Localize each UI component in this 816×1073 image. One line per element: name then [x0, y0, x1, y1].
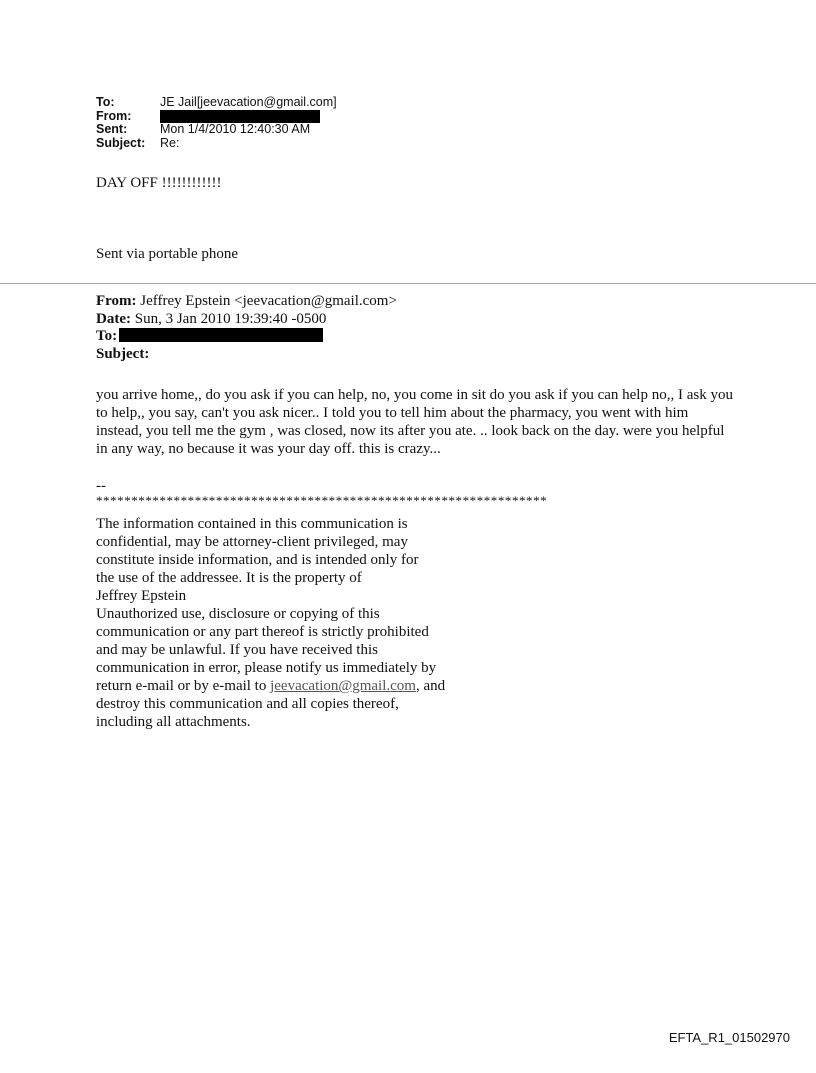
header-from-label: From: [96, 108, 132, 123]
redaction-block [119, 328, 323, 342]
header-to-row [96, 96, 337, 110]
disclaimer-line: confidential, may be attorney-client privileged, may [96, 534, 408, 550]
quoted-subject-row [96, 346, 397, 364]
email-link[interactable]: jeevacation@gmail.com [270, 678, 416, 694]
disclaimer-line: Unauthorized use, disclosure or copying of this [96, 606, 380, 622]
document-id: EFTA_R1_01502970 [668, 1030, 790, 1045]
confidentiality-disclaimer [96, 515, 445, 731]
disclaimer-return-prefix: return e-mail or by e-mail to [96, 678, 271, 694]
quoted-from-value: Jeffrey Epstein <jeevacation@gmail.com> [140, 293, 397, 309]
asterisk-separator: **************************************************************** [96, 493, 548, 508]
disclaimer-line: including all attachments. [96, 714, 251, 730]
header-sent-row [96, 123, 337, 137]
quoted-from-row [96, 293, 397, 311]
disclaimer-line: The information contained in this communication is [96, 516, 408, 532]
quoted-from-label: From: [96, 293, 137, 309]
header-sent-value: Mon 1/4/2010 12:40:30 AM [160, 122, 311, 137]
disclaimer-line: the use of the addressee. It is the property of [96, 570, 362, 586]
disclaimer-line: communication in error, please notify us immediately by [96, 660, 437, 676]
disclaimer-return-suffix: , and [415, 678, 446, 694]
disclaimer-line: constitute inside information, and is intended only for [96, 552, 419, 568]
header-sent-label: Sent: [96, 122, 128, 137]
signature-dash: -- [96, 478, 106, 494]
header-subject-label: Subject: [96, 135, 146, 150]
redaction-block [160, 110, 320, 123]
quoted-to-label: To: [96, 328, 118, 344]
header-to-value: JE Jail[jeevacation@gmail.com] [160, 95, 337, 109]
quoted-body: you arrive home,, do you ask if you can help, no, you come in sit do you ask if you can help no,, I ask you to help,, you say, can't you ask nicer.. I told you to tell him about the pharmacy, you went with him instead, you tell me the gym , was closed, now its after you ate. .. look back on the day. were you helpful in any way, no because it was your day off. this is crazy... [96, 387, 733, 457]
header-to-label: To: [96, 95, 115, 109]
email-header [96, 96, 337, 150]
quoted-date-value: Sun, 3 Jan 2010 19:39:40 -0500 [134, 310, 327, 327]
header-from-row [96, 110, 337, 124]
disclaimer-line: communication or any part thereof is strictly prohibited [96, 624, 429, 640]
header-subject-row [96, 137, 337, 151]
quoted-date-label: Date: [96, 310, 131, 327]
reply-signature: Sent via portable phone [96, 246, 239, 262]
header-subject-value: Re: [160, 135, 180, 150]
quoted-header [96, 293, 397, 363]
disclaimer-line: Jeffrey Epstein [96, 588, 187, 604]
reply-body: DAY OFF !!!!!!!!!!!! [96, 175, 222, 191]
message-divider [0, 283, 816, 284]
disclaimer-line: destroy this communication and all copies thereof, [96, 696, 399, 712]
quoted-subject-label: Subject: [96, 345, 150, 362]
quoted-to-row [96, 328, 397, 346]
quoted-date-row [96, 311, 397, 329]
disclaimer-line: and may be unlawful. If you have received this [96, 642, 378, 658]
disclaimer-return-line [96, 677, 445, 695]
